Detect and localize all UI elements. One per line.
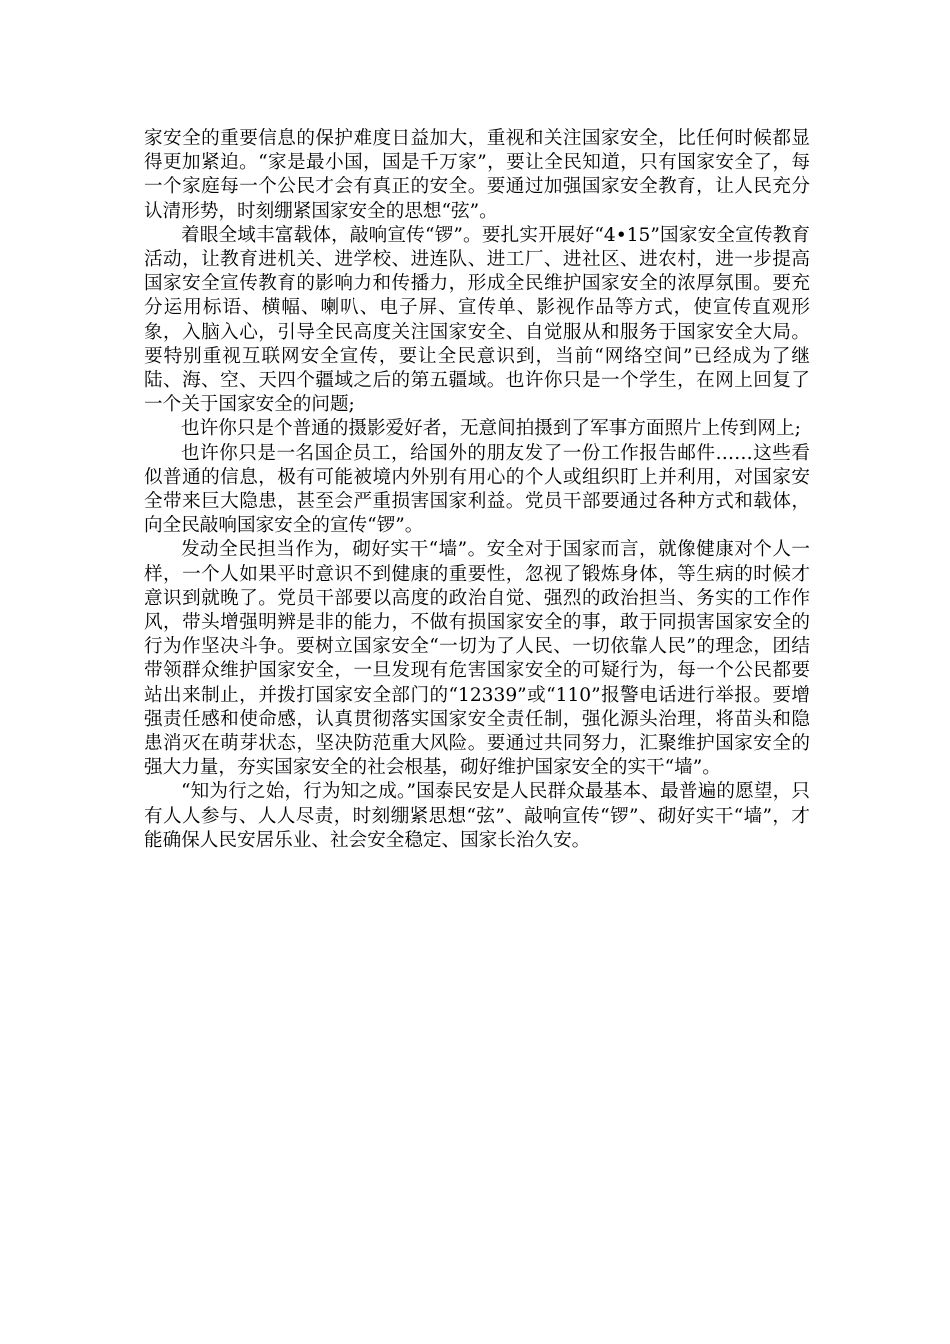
- paragraph-3: 也许你只是个普通的摄影爱好者，无意间拍摄到了军事方面照片上传到网上;: [181, 418, 801, 440]
- document-body: [144, 127, 810, 853]
- paragraph-6: “知为行之始，行为知之成。”国泰民安是人民群众最基本、最普遍的愿望，只有人人参与、人人尽责，时刻绷紧思想“弦”、敲响宣传“锣”、砌好实干“墙”，才能确保人民安居乐业、社会安全稳定、国家长治久安。: [144, 781, 810, 851]
- paragraph-5: 发动全民担当作为，砌好实干“墙”。安全对于国家而言，就像健康对个人一样，一个人如果平时意识不到健康的重要性，忽视了锻炼身体，等生病的时候才意识到就晚了。党员干部要以高度的政治自觉、强烈的政治担当、务实的工作作风，带头增强明辨是非的能力，不做有损国家安全的事，敢于同损害国家安全的行为作坚决斗争。要树立国家安全“一切为了人民、一切依靠人民”的理念，团结带领群众维护国家安全，一旦发现有危害国家安全的可疑行为，每一个公民都要站出来制止，并拨打国家安全部门的“12339”或“110”报警电话进行举报。要增强责任感和使命感，认真贯彻落实国家安全责任制，强化源头治理，将苗头和隐患消灭在萌芽状态，坚决防范重大风险。要通过共同努力，汇聚维护国家安全的强大力量，夯实国家安全的社会根基，砌好维护国家安全的实干“墙”。: [144, 539, 810, 779]
- paragraph-1: 家安全的重要信息的保护难度日益加大，重视和关注国家安全，比任何时候都显得更加紧迫。“家是最小国，国是千万家”，要让全民知道，只有国家安全了，每一个家庭每一个公民才会有真正的安全。要通过加强国家安全教育，让人民充分认清形势，时刻绷紧国家安全的思想“弦”。: [144, 128, 810, 222]
- paragraph-2: 着眼全域丰富载体，敲响宣传“锣”。要扎实开展好“4•15”国家安全宣传教育活动，让教育进机关、进学校、进连队、进工厂、进社区、进农村，进一步提高国家安全宣传教育的影响力和传播力，形成全民维护国家安全的浓厚氛围。要充分运用标语、横幅、喇叭、电子屏、宣传单、影视作品等方式，使宣传直观形象，入脑入心，引导全民高度关注国家安全、自觉服从和服务于国家安全大局。要特别重视互联网安全宣传，要让全民意识到，当前“网络空间”已经成为了继陆、海、空、天四个疆域之后的第五疆域。也许你只是一个学生，在网上回复了一个关于国家安全的问题;: [144, 224, 810, 416]
- paragraph-4: 也许你只是一名国企员工，给国外的朋友发了一份工作报告邮件……这些看似普通的信息，极有可能被境内外别有用心的个人或组织盯上并利用，对国家安全带来巨大隐患，甚至会严重损害国家利益。党员干部要通过各种方式和载体，向全民敲响国家安全的宣传“锣”。: [144, 442, 810, 537]
